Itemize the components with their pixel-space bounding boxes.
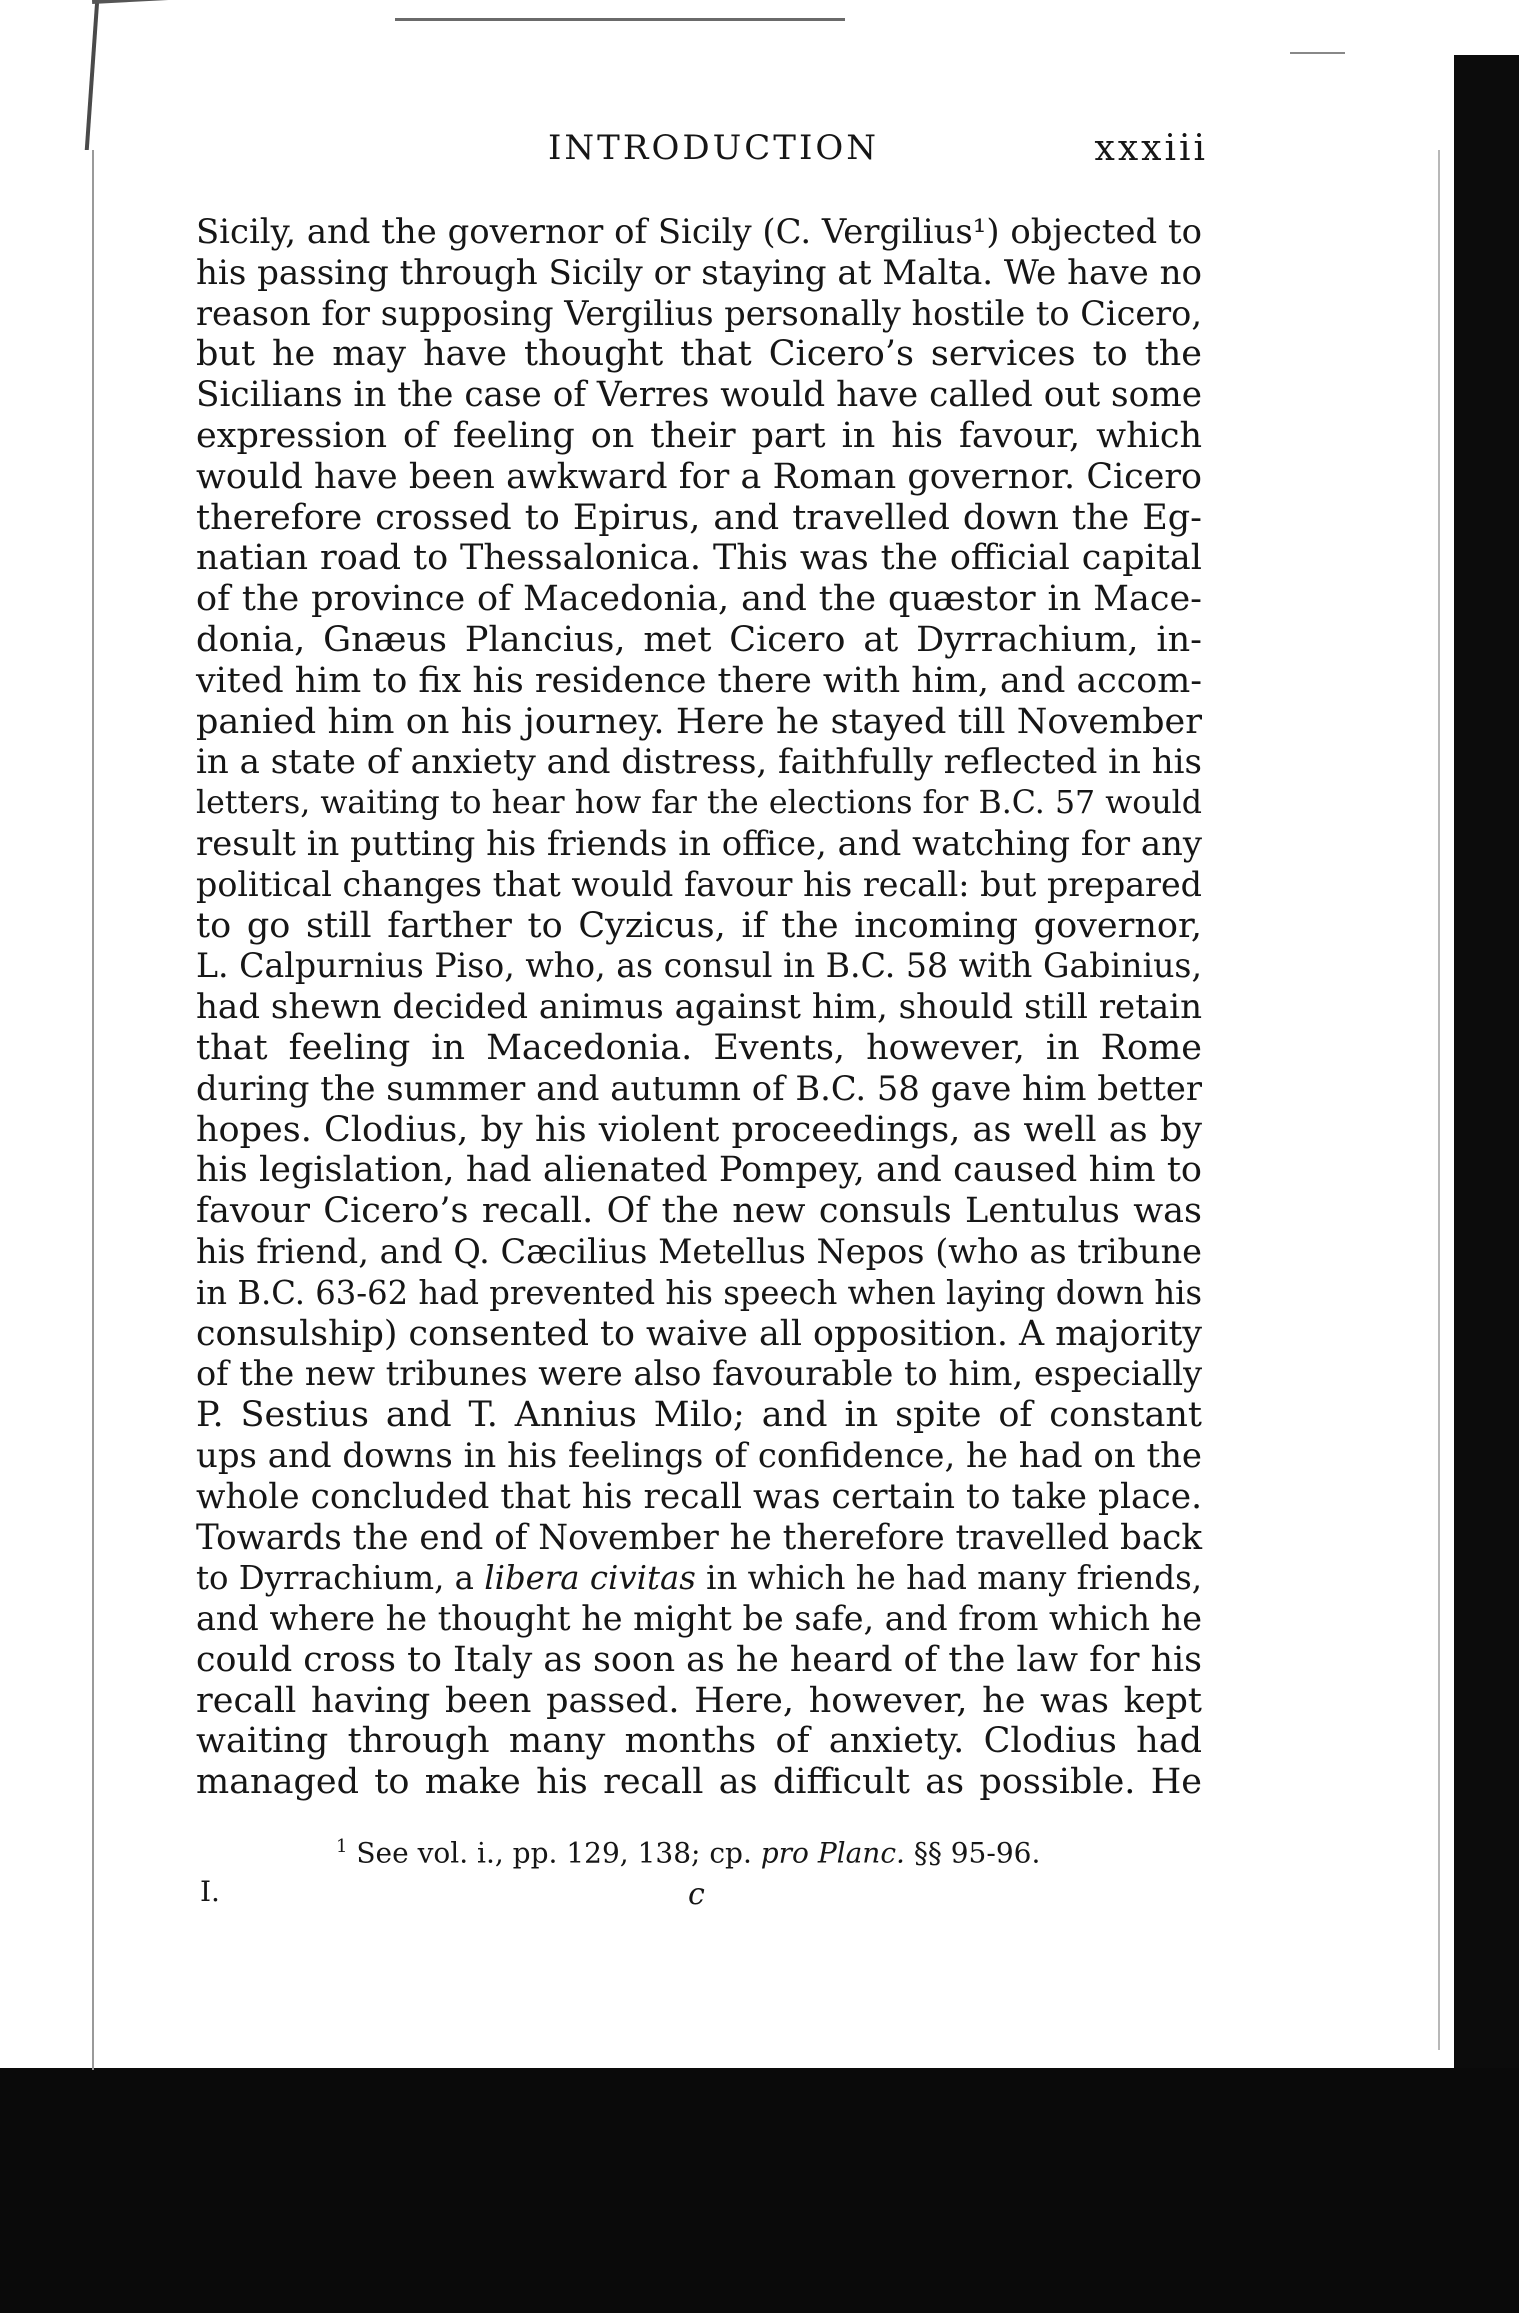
body-line: consulship) consented to waive all opposition. A majority	[196, 1313, 1202, 1354]
scan-right-edge	[1454, 55, 1519, 2068]
running-head	[196, 128, 1208, 178]
body-line: reason for supposing Vergilius personally hostile to Cicero,	[196, 293, 1202, 333]
body-line: that feeling in Macedonia. Events, however, in Rome	[196, 1027, 1202, 1068]
body-line: favour Cicero’s recall. Of the new consuls Lentulus was	[196, 1191, 1202, 1232]
body-line: to go still farther to Cyzicus, if the incoming governor,	[196, 905, 1202, 946]
body-line: of the new tribunes were also favourable to him, especially	[196, 1354, 1202, 1394]
body-line: recall having been passed. Here, however, he was kept	[196, 1680, 1202, 1721]
scan-top-stroke	[395, 18, 845, 21]
footnote-text-before: See vol. i., pp. 129, 138; cp.	[356, 1836, 761, 1870]
page-number: xxxiii	[1094, 128, 1208, 169]
body-line: whole concluded that his recall was certain to take place.	[196, 1476, 1202, 1517]
body-line: donia, Gnæus Plancius, met Cicero at Dyrrachium, in-	[196, 619, 1202, 660]
body-line: P. Sestius and T. Annius Milo; and in spite of constant	[196, 1395, 1202, 1436]
body-text	[196, 212, 1202, 1803]
scan-bottom-band	[0, 2068, 1519, 2313]
body-line: managed to make his recall as difficult as possible. He	[196, 1762, 1202, 1803]
body-line: in a state of anxiety and distress, faithfully reflected in his	[196, 742, 1202, 783]
body-line: Sicily, and the governor of Sicily (C. Vergilius¹) objected to	[196, 212, 1202, 251]
scan-dash	[1290, 52, 1345, 54]
body-line: had shewn decided animus against him, should still retain	[196, 987, 1202, 1028]
body-line: panied him on his journey. Here he stayed till November	[196, 701, 1202, 742]
body-line: hopes. Clodius, by his violent proceedings, as well as by	[196, 1109, 1202, 1150]
body-line: letters, waiting to hear how far the elections for B.C. 57 would	[196, 785, 1202, 822]
body-line: his legislation, had alienated Pompey, and caused him to	[196, 1150, 1202, 1191]
body-line: L. Calpurnius Piso, who, as consul in B.C. 58 with Gabinius,	[196, 946, 1202, 986]
body-line: during the summer and autumn of B.C. 58 gave him better	[196, 1068, 1202, 1108]
scan-left-edge	[92, 150, 94, 2070]
body-line: vited him to fix his residence there with him, and accom-	[196, 660, 1202, 701]
body-line: natian road to Thessalonica. This was the official capital	[196, 538, 1202, 579]
scan-right-shadow	[1438, 150, 1450, 2050]
body-line: would have been awkward for a Roman governor. Cicero	[196, 456, 1202, 497]
footnote	[336, 1836, 1040, 1869]
body-line: Towards the end of November he therefore travelled back	[196, 1517, 1202, 1558]
body-line: his passing through Sicily or staying at Malta. We have no	[196, 252, 1202, 293]
body-line: political changes that would favour his recall: but prepared	[196, 864, 1202, 904]
body-line: waiting through many months of anxiety. Clodius had	[196, 1721, 1202, 1762]
body-line: but he may have thought that Cicero’s services to the	[196, 334, 1202, 375]
body-line: his friend, and Q. Cæcilius Metellus Nepos (who as tribune	[196, 1231, 1202, 1271]
body-line: expression of feeling on their part in his favour, which	[196, 415, 1202, 456]
body-line: and where he thought he might be safe, and from which he	[196, 1599, 1202, 1639]
running-head-title: INTRODUCTION	[548, 128, 879, 168]
body-line: ups and downs in his feelings of confidence, he had on the	[196, 1435, 1202, 1475]
body-line: result in putting his friends in office, and watching for any	[196, 823, 1202, 863]
footnote-text-after: §§ 95-96.	[904, 1836, 1041, 1870]
scan-left-edge-top	[85, 0, 99, 150]
body-line: of the province of Macedonia, and the quæstor in Mace-	[196, 579, 1202, 620]
signature-letter: c	[688, 1877, 705, 1912]
footnote-marker: 1	[336, 1836, 348, 1857]
body-line: therefore crossed to Epirus, and travelled down the Eg-	[196, 497, 1202, 538]
body-line: in B.C. 63-62 had prevented his speech when laying down his	[196, 1273, 1202, 1312]
scan-corner-stroke	[92, 0, 322, 4]
body-line: Sicilians in the case of Verres would have called out some	[196, 375, 1202, 416]
signature-number: I.	[200, 1875, 220, 1908]
body-line: to Dyrrachium, a libera civitas in which he had many friends,	[196, 1559, 1203, 1598]
body-line: could cross to Italy as soon as he heard of the law for his	[196, 1639, 1202, 1680]
italic-phrase: libera civitas	[484, 1559, 696, 1598]
footnote-italic: pro Planc.	[760, 1836, 905, 1870]
